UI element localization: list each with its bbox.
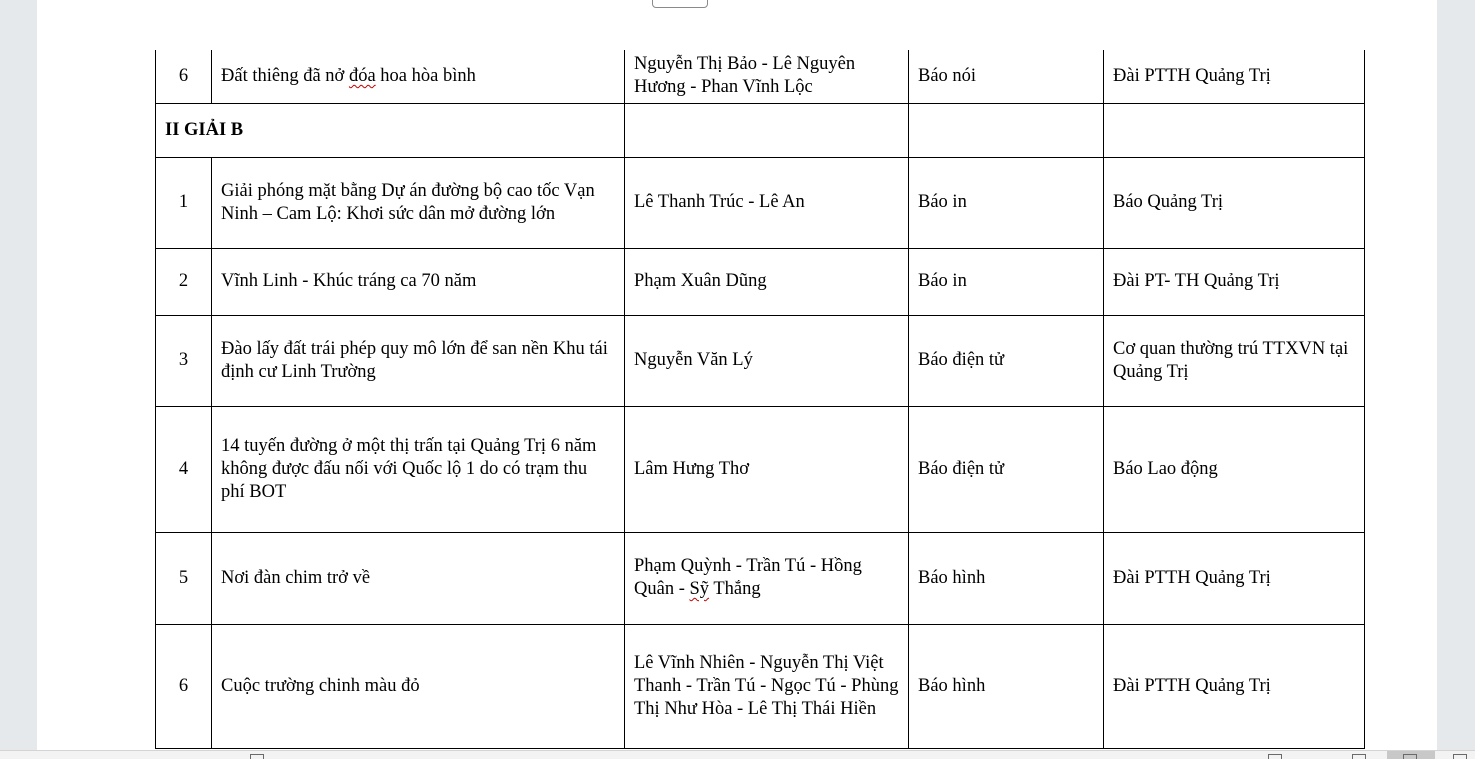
authors[interactable]: Lâm Hưng Thơ [625, 406, 909, 532]
work-title[interactable]: Vĩnh Linh - Khúc tráng ca 70 năm [212, 248, 625, 315]
row-number: 3 [156, 315, 212, 406]
authors[interactable]: Nguyễn Văn Lý [625, 315, 909, 406]
authors[interactable]: Phạm Quỳnh - Trần Tú - Hồng Quân - Sỹ Thắng [625, 532, 909, 624]
authors[interactable]: Phạm Xuân Dũng [625, 248, 909, 315]
table-row [156, 50, 1365, 103]
media-type[interactable]: Báo nói [909, 50, 1104, 103]
media-type[interactable]: Báo in [909, 248, 1104, 315]
row-number: 2 [156, 248, 212, 315]
organization[interactable]: Đài PT- TH Quảng Trị [1104, 248, 1365, 315]
row-number: 4 [156, 406, 212, 532]
table-row [156, 315, 1365, 406]
table-row [156, 157, 1365, 248]
document-page[interactable] [37, 0, 1437, 750]
work-title[interactable]: Đào lấy đất trái phép quy mô lớn để san nền Khu tái định cư Linh Trường [212, 315, 625, 406]
media-type[interactable]: Báo hình [909, 624, 1104, 748]
organization[interactable]: Đài PTTH Quảng Trị [1104, 624, 1365, 748]
row-number: 6 [156, 50, 212, 103]
empty-cell[interactable] [625, 103, 909, 157]
read-mode-icon[interactable] [1352, 754, 1366, 759]
organization[interactable]: Cơ quan thường trú TTXVN tại Quảng Trị [1104, 315, 1365, 406]
work-title[interactable]: Đất thiêng đã nở đóa hoa hòa bình [212, 50, 625, 103]
accessibility-icon[interactable] [250, 754, 264, 759]
section-header-row [156, 103, 1365, 157]
media-type[interactable]: Báo điện tử [909, 315, 1104, 406]
row-number: 5 [156, 532, 212, 624]
spelling-mark[interactable]: đóa [348, 65, 376, 86]
work-title[interactable]: Cuộc trường chinh màu đỏ [212, 624, 625, 748]
authors[interactable]: Lê Thanh Trúc - Lê An [625, 157, 909, 248]
table-row [156, 532, 1365, 624]
table-row [156, 624, 1365, 748]
authors[interactable]: Lê Vĩnh Nhiên - Nguyễn Thị Việt Thanh - Trần Tú - Ngọc Tú - Phùng Thị Như Hòa - Lê Thị Thái Hiền [625, 624, 909, 748]
work-title[interactable]: Nơi đàn chim trở về [212, 532, 625, 624]
organization[interactable]: Đài PTTH Quảng Trị [1104, 50, 1365, 103]
media-type[interactable]: Báo in [909, 157, 1104, 248]
authors[interactable]: Nguyễn Thị Bảo - Lê Nguyên Hương - Phan Vĩnh Lộc [625, 50, 909, 103]
work-title[interactable]: 14 tuyến đường ở một thị trấn tại Quảng Trị 6 năm không được đấu nối với Quốc lộ 1 do có trạm thu phí BOT [212, 406, 625, 532]
row-number: 6 [156, 624, 212, 748]
empty-cell[interactable] [909, 103, 1104, 157]
media-type[interactable]: Báo hình [909, 532, 1104, 624]
empty-cell[interactable] [1104, 103, 1365, 157]
spelling-mark[interactable]: Sỹ [689, 579, 710, 599]
table-row [156, 406, 1365, 532]
awards-table [155, 50, 1365, 749]
focus-mode-icon[interactable] [1268, 754, 1282, 759]
web-layout-icon[interactable] [1453, 754, 1467, 759]
work-title[interactable]: Giải phóng mặt bằng Dự án đường bộ cao tốc Vạn Ninh – Cam Lộ: Khơi sức dân mở đường lớn [212, 157, 625, 248]
row-number: 1 [156, 157, 212, 248]
section-title[interactable]: II GIẢI B [156, 103, 625, 157]
media-type[interactable]: Báo điện tử [909, 406, 1104, 532]
page-top-handle[interactable] [652, 0, 708, 8]
organization[interactable]: Báo Lao động [1104, 406, 1365, 532]
organization[interactable]: Đài PTTH Quảng Trị [1104, 532, 1365, 624]
print-layout-icon [1403, 754, 1417, 759]
status-bar [0, 750, 1475, 759]
organization[interactable]: Báo Quảng Trị [1104, 157, 1365, 248]
table-row [156, 248, 1365, 315]
